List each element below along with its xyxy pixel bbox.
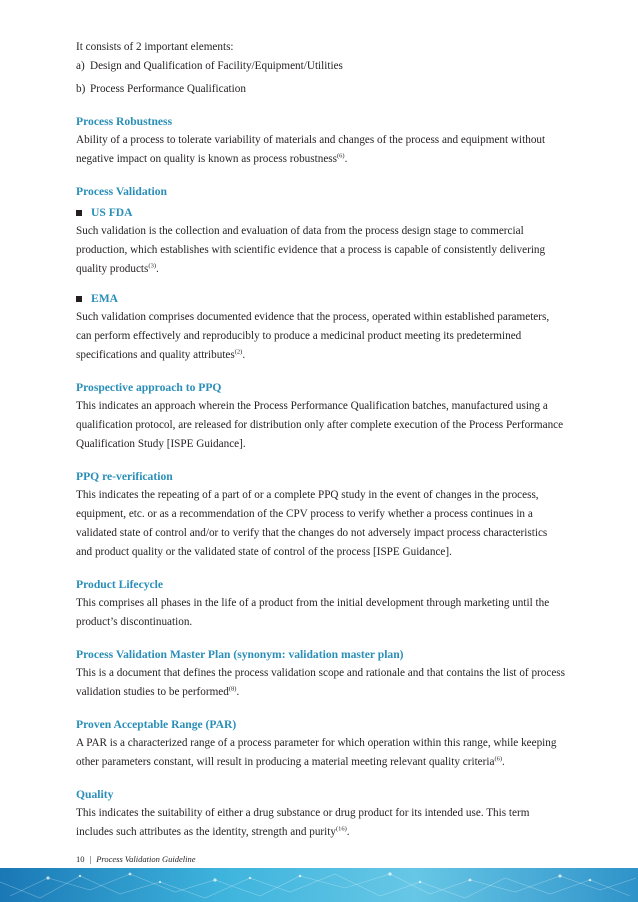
reference-marker: (3) <box>148 262 156 270</box>
square-bullet-icon <box>76 210 82 216</box>
list-item <box>76 57 566 76</box>
section-heading: Process Validation Master Plan (synonym: validation master plan) <box>76 648 404 661</box>
section-body: This is a document that defines the process validation scope and rationale and that contains the list of process validation studies to be performed$^{(8)}$. <box>76 667 566 698</box>
section-heading: Product Lifecycle <box>76 578 164 591</box>
bullet-label: EMA <box>91 292 119 305</box>
reference-marker: (8) <box>228 685 237 693</box>
section-heading: Quality <box>76 788 114 801</box>
network-pattern-graphic <box>0 868 638 902</box>
reference-marker: (16) <box>335 825 347 833</box>
section-validation <box>76 182 566 365</box>
page-number: 10 <box>76 854 85 864</box>
reference-marker: (6) <box>494 755 503 763</box>
section-body: A PAR is a characterized range of a process parameter for which operation within this range, while keeping other parameters constant, will result in producing a material meeting relevant quality criteria$^{(6)}$. <box>76 737 557 768</box>
section-robustness <box>76 112 566 169</box>
reference-marker: (6) <box>337 152 345 160</box>
section-heading: PPQ re-verification <box>76 470 173 483</box>
section-body: This indicates an approach wherein the Process Performance Qualification batches, manufactured using a qualification protocol, are released for distribution only after complete execution of the Process Performance Qualification Study [ISPE Guidance]. <box>76 400 564 450</box>
list-text: Process Performance Qualification <box>90 83 246 95</box>
list-item <box>76 80 566 99</box>
square-bullet-icon <box>76 296 82 302</box>
document-title: Process Validation Guideline <box>96 854 196 864</box>
section-quality <box>76 785 566 842</box>
section-heading: Process Robustness <box>76 115 173 128</box>
bullet-label: US FDA <box>91 206 133 219</box>
bullet-body: Such validation is the collection and evaluation of data from the process design stage to commercial production, which establishes with scientific evidence that a process is capable of consistently delivering quality products$^{(3)}$. <box>76 225 546 275</box>
bullet-item <box>76 289 566 308</box>
bullet-item <box>76 203 566 222</box>
section-reverification <box>76 467 566 562</box>
bullet-body: Such validation comprises documented evidence that the process, operated within established parameters, can perform effectively and reproducibly to produce a medicinal product meeting its predetermined specifications and quality attributes$^{(2)}$. <box>76 311 550 361</box>
section-body: This indicates the suitability of either a drug substance or drug product for its intended use. This term includes such attributes as the identity, strength and purity$^{(16)}$. <box>76 807 530 838</box>
list-marker: b) <box>76 83 86 95</box>
section-lifecycle <box>76 575 566 632</box>
list-text: Design and Qualification of Facility/Equipment/Utilities <box>90 60 343 72</box>
page-content <box>76 38 566 842</box>
intro-text: It consists of 2 important elements: <box>76 41 234 53</box>
section-heading: Prospective approach to PPQ <box>76 381 222 394</box>
decorative-footer-band <box>0 868 638 902</box>
page-footer <box>76 854 196 864</box>
section-heading: Proven Acceptable Range (PAR) <box>76 718 237 731</box>
section-body: This indicates the repeating of a part of or a complete PPQ study in the event of changes in the process, equipment, etc. or as a recommendation of the CPV process to verify whether a process continues in a validated state of control and/or to verify that the changes do not adversely impact process characteristics and product quality or the validated state of control of the process [ISPE Guidance]. <box>76 489 548 558</box>
section-prospective <box>76 378 566 454</box>
footer-separator: | <box>89 854 92 864</box>
section-body: Ability of a process to tolerate variability of materials and changes of the process and equipment without negative impact on quality is known as process robustness$^{(6)}$. <box>76 134 546 165</box>
section-body: This comprises all phases in the life of a product from the initial development through marketing until the product’s discontinuation. <box>76 597 550 628</box>
reference-marker: (2) <box>234 348 243 356</box>
list-marker: a) <box>76 60 85 72</box>
section-par <box>76 715 566 772</box>
section-vmp <box>76 645 566 702</box>
section-heading: Process Validation <box>76 185 167 198</box>
